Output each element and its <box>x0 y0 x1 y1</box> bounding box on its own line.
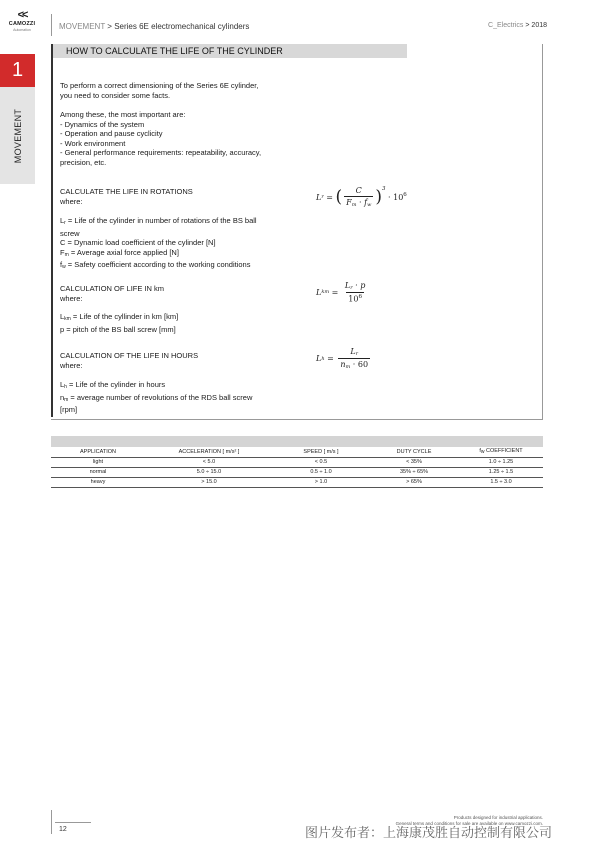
def-nm: $n_m$ = average number of revolutions of the RDS ball screw <box>60 392 253 403</box>
hours-where: where: <box>60 360 83 370</box>
fact-item: - Operation and pause cyclicity <box>60 129 163 139</box>
table-cell: light <box>92 459 104 465</box>
chapter-number: 1 <box>11 59 24 81</box>
chapter-number-tab[interactable] <box>0 54 35 87</box>
intro-text <box>60 81 258 100</box>
table-cell: heavy <box>90 479 106 485</box>
facts-intro: Among these, the most important are: <box>60 110 186 119</box>
km-title: CALCULATION OF LIFE IN km <box>60 284 165 293</box>
camozzi-logo <box>8 10 36 32</box>
formula-life-hours: L h = $\frac{L_r}{n_m \cdot 60}$ <box>316 347 369 370</box>
table-cell: > 15.0 <box>201 479 217 485</box>
col-speed: SPEED [ m/s ] <box>303 448 339 455</box>
def-c: C = Dynamic load coefficient of the cylinder [N] <box>60 238 216 248</box>
formula-life-rotations: L r = ( $\frac{C}{F_m \cdot f_w}$ ) $^3$ · 10 $^6$ <box>316 186 407 208</box>
col-application: APPLICATION <box>80 448 116 455</box>
table-row <box>51 477 543 487</box>
section-title: HOW TO CALCULATE THE LIFE OF THE CYLINDER <box>66 46 283 56</box>
formula-life-km: L km = $\frac{L_r \cdot p}{10^6}$ <box>316 281 366 304</box>
km-block <box>60 284 164 303</box>
hours-title: CALCULATION OF THE LIFE IN HOURS <box>60 351 199 360</box>
year-label: 2018 <box>531 22 547 29</box>
table-cell: < 0.5 <box>314 459 328 465</box>
def-fw: $f_w$ = Safety coefficient according to the working conditions <box>60 260 251 271</box>
table-top-band <box>51 436 543 447</box>
table-row <box>51 457 543 467</box>
content-frame-bottom <box>51 419 543 420</box>
km-where: where: <box>60 293 83 303</box>
table-cell: < 5.0 <box>202 459 216 465</box>
facts-list <box>60 110 261 168</box>
table-cell: 1.25 ÷ 1.5 <box>488 469 514 475</box>
table-cell: < 35% <box>406 459 422 465</box>
table-cell: 1.0 ÷ 1.25 <box>488 459 514 465</box>
application-coefficient-table <box>51 447 543 488</box>
hours-definitions <box>60 380 252 415</box>
table-header-row <box>51 447 543 457</box>
logo-brand: CAMOZZI <box>8 21 36 27</box>
catalogue-year <box>488 22 547 29</box>
def-lr: $L_r$ = Life of the cylinder in number of rotations of the BS ball <box>60 216 257 226</box>
table-cell: > 65% <box>406 479 422 485</box>
col-acceleration: ACCELERATION [ m/s² ] <box>178 448 240 455</box>
table-cell: normal <box>89 469 107 475</box>
def-lh: $L_h$ = Life of the cylinder in hours <box>60 380 166 390</box>
def-fm: $F_m$ = Average axial force applied [N] <box>60 247 179 258</box>
hours-block <box>60 351 198 370</box>
rotations-block <box>60 187 193 206</box>
footer-divider <box>51 810 52 834</box>
fact-item: precision, etc. <box>60 157 107 167</box>
col-duty-cycle: DUTY CYCLE <box>396 448 432 455</box>
rotations-where: where: <box>60 196 83 206</box>
fact-item: - General performance requirements: repeatability, accuracy, <box>60 148 262 158</box>
chapter-label-tab[interactable] <box>0 87 35 184</box>
catalogue-name: C_Electrics <box>488 22 524 29</box>
breadcrumb <box>59 22 249 31</box>
intro-line: you need to consider some facts. <box>60 90 171 100</box>
col-coefficient: $f_w$ COEFFICIENT <box>479 448 523 456</box>
fact-item: - Work environment <box>60 138 126 148</box>
def-p: p = pitch of the BS ball screw [mm] <box>60 324 176 334</box>
def-lkm: $L_{km}$ = Life of the cyllinder in km [km] <box>60 312 179 322</box>
breadcrumb-section[interactable]: MOVEMENT <box>59 22 106 31</box>
page-number: 12 <box>59 826 67 833</box>
content-frame-left <box>51 44 53 417</box>
fact-item: - Dynamics of the system <box>60 119 145 129</box>
rotations-definitions <box>60 216 257 273</box>
footer-note-line: Products designed for industrial applications. <box>453 815 543 820</box>
chapter-label: MOVEMENT <box>12 108 23 163</box>
table-cell: 5.0 ÷ 15.0 <box>196 469 222 475</box>
def-nm-cont: [rpm] <box>60 405 78 415</box>
content-frame-right <box>542 44 543 420</box>
table-cell: 0.5 ÷ 1.0 <box>310 469 332 475</box>
table-row <box>51 467 543 477</box>
breadcrumb-separator: > <box>105 22 115 31</box>
chevron-logo-icon: << <box>17 9 27 21</box>
table-cell: 35% ÷ 65% <box>399 469 429 475</box>
catalogue-separator: > <box>523 22 532 29</box>
intro-line: To perform a correct dimensioning of the Series 6E cylinder, <box>60 81 259 90</box>
page-number-rule <box>55 822 91 823</box>
header-divider <box>51 14 52 36</box>
km-definitions <box>60 312 178 334</box>
footer-note-line[interactable]: General terms and conditions for sale are available on www.camozzi.com. <box>395 821 543 826</box>
logo-sub: Automation <box>13 28 31 32</box>
breadcrumb-page: Series 6E electromechanical cylinders <box>114 22 250 31</box>
def-lr-cont: screw <box>60 228 80 238</box>
table-cell: 1.5 ÷ 3.0 <box>490 479 512 485</box>
table-cell: > 1.0 <box>314 479 328 485</box>
publisher-watermark: 图片发布者：上海康茂胜自动控制有限公司 <box>305 826 553 841</box>
rotations-title: CALCULATE THE LIFE IN ROTATIONS <box>60 187 193 196</box>
